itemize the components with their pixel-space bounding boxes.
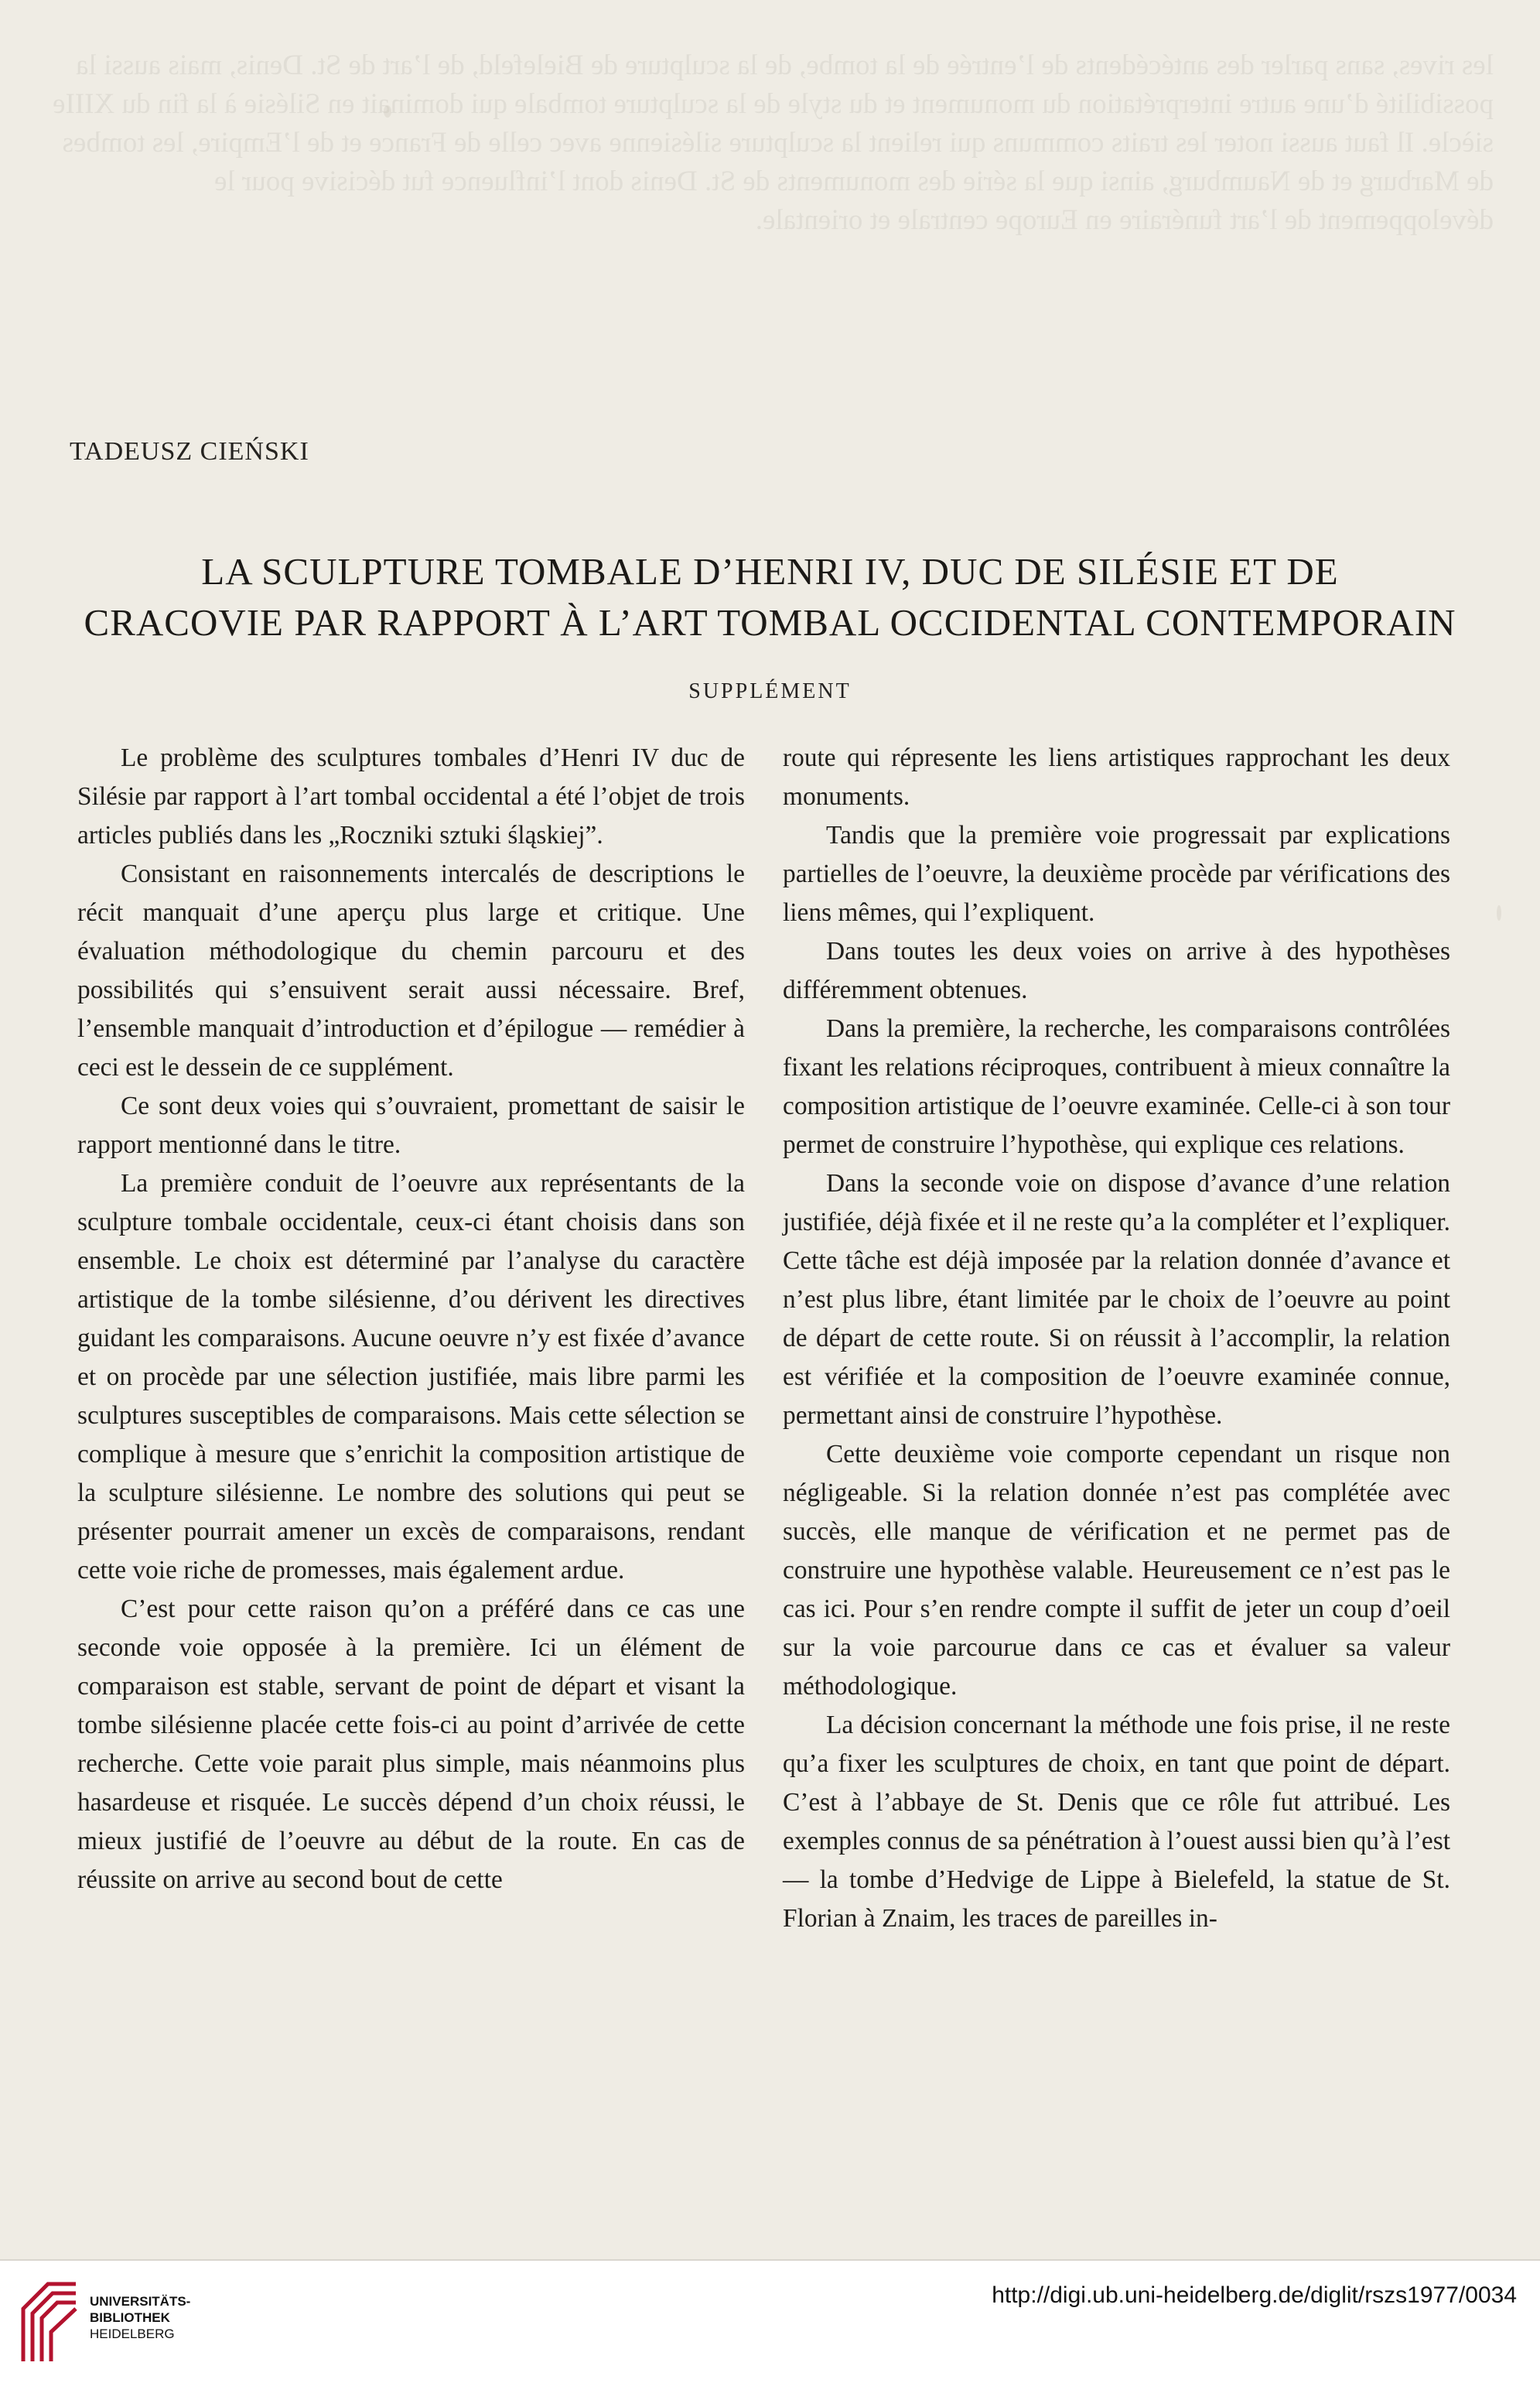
paragraph: Dans la seconde voie on dispose d’avance d’une relation justifiée, déjà fixée et il ne reste qu’a la compléter et l’expliquer. Cette tâche est déjà imposée par la relation donnée d’avance et n’est plus libre, étant limitée par le choix de l’oeuvre au point de départ de cette route. Si on réussit à l’accomplir, la relation est vérifiée et la composition de l’oeuvre examinée connue, permettant ainsi de construire l’hypothèse.: [783, 1169, 1450, 1430]
paragraph: C’est pour cette raison qu’on a préféré dans ce cas une seconde voie opposée à la première. Ici un élément de comparaison est stable, servant de point de départ et visant la tombe silésienne placée cette fois-ci au point d’arrivée de cette recherche. Cette voie parait plus simple, mais néanmoins plus hasardeuse et risquée. Le succès dépend d’un choix réussi, le mieux justifié de l’oeuvre au début de la route. En cas de réussite on arrive au second bout de cette: [77, 1595, 745, 1894]
paper-mark: [384, 105, 391, 118]
right-column: [783, 739, 1450, 1938]
title-line-1: LA SCULPTURE TOMBALE D’HENRI IV, DUC DE SILÉSIE ET DE: [201, 550, 1339, 593]
paragraph: La décision concernant la méthode une fois prise, il ne reste qu’a fixer les sculptures de choix, en tant que point de départ. C’est à l’abbaye de St. Denis que ce rôle fut attribué. Les exemples connus de sa pénétration à l’ouest aussi bien qu’à l’est — la tombe d’Hedvige de Lippe à Bielefeld, la statue de St. Florian à Znaim, les traces de pareilles in-: [783, 1711, 1450, 1933]
source-url[interactable]: http://digi.ub.uni-heidelberg.de/diglit/rszs1977/0034: [992, 2282, 1517, 2308]
library-line-3: HEIDELBERG: [90, 2327, 175, 2341]
paragraph: route qui répresente les liens artistiques rapprochant les deux monuments.: [783, 744, 1450, 811]
library-line-2: BIBLIOTHEK: [90, 2310, 170, 2325]
paragraph: Consistant en raisonnements intercalés de descriptions le récit manquait d’une aperçu plus large et critique. Une évaluation méthodologique du chemin parcouru et des possibilités qui s’ensuivent serait aussi nécessaire. Bref, l’ensemble manquait d’introduction et d’épilogue — remédier à ceci est le dessein de ce supplément.: [77, 860, 745, 1082]
paragraph: Cette deuxième voie comporte cependant un risque non négligeable. Si la relation donnée n’est pas complétée avec succès, elle manque de vérification et ne permet pas de construire une hypothèse valable. Heureusement ce n’est pas le cas ici. Pour s’en rendre compte il suffit de jeter un coup d’oeil sur la voie parcourue dans ce cas et évaluer sa valeur méthodologique.: [783, 1440, 1450, 1701]
paragraph: Tandis que la première voie progressait par explications partielles de l’oeuvre, la deuxième procède par vérifications des liens mêmes, qui l’expliquent.: [783, 821, 1450, 927]
paragraph: Dans la première, la recherche, les comparaisons contrôlées fixant les relations réciproques, contribuent à mieux connaître la composition artistique de l’oeuvre examinée. Celle-ci à son tour permet de construire l’hypothèse, qui explique ces relations.: [783, 1014, 1450, 1159]
article-title: [31, 546, 1509, 648]
library-name: [90, 2293, 190, 2342]
title-line-2: CRACOVIE PAR RAPPORT À L’ART TOMBAL OCCIDENTAL CONTEMPORAIN: [84, 601, 1456, 644]
author-name: TADEUSZ CIEŃSKI: [70, 437, 309, 466]
heidelberg-library-logo-icon: [17, 2278, 82, 2364]
paper-mark: [1497, 905, 1501, 921]
paragraph: Le problème des sculptures tombales d’Henri IV duc de Silésie par rapport à l’art tombal occidental a été l’objet de trois articles publiés dans les „Roczniki sztuki śląskiej”.: [77, 744, 745, 850]
library-line-1: UNIVERSITÄTS-: [90, 2294, 191, 2309]
left-column: [77, 739, 745, 1899]
show-through-text: les rives, sans parler des antécédents de l’entrée de la tombe, de la sculpture de Bielefeld, de l’art de St. Denis, mais aussi la possibilité d’une autre interprétation du monument et du style de la sculpture tombale qui dominait en Silésie à la fin du XIIIe siècle. Il faut aussi noter les traits communs qui relient la sculpture silésienne avec celle de France et de l’Empire, les tombes de Marburg et de Naumburg, ainsi que la série des monuments de St. Denis dont l’influence fut décisive pour le développement de l’art funéraire en Europe centrale et orientale.: [53, 50, 1494, 236]
paragraph: Ce sont deux voies qui s’ouvraient, promettant de saisir le rapport mentionné dans le titre.: [77, 1092, 745, 1159]
paragraph: La première conduit de l’oeuvre aux représentants de la sculpture tombale occidentale, ceux-ci étant choisis dans son ensemble. Le choix est déterminé par l’analyse du caractère artistique de la tombe silésienne, d’ou dérivent les directives guidant les comparaisons. Aucune oeuvre n’y est fixée d’avance et on procède par une sélection justifiée, mais libre parmi les sculptures susceptibles de comparaisons. Mais cette sélection se complique à mesure que s’enrichit la composition artistique de la sculpture silésienne. Le nombre des solutions qui peut se présenter pourrait amener un excès de comparaisons, rendant cette voie riche de promesses, mais également ardue.: [77, 1169, 745, 1585]
article-subtitle: SUPPLÉMENT: [688, 679, 852, 703]
digitization-footer: [0, 2259, 1540, 2383]
paragraph: Dans toutes les deux voies on arrive à des hypothèses différemment obtenues.: [783, 937, 1450, 1004]
